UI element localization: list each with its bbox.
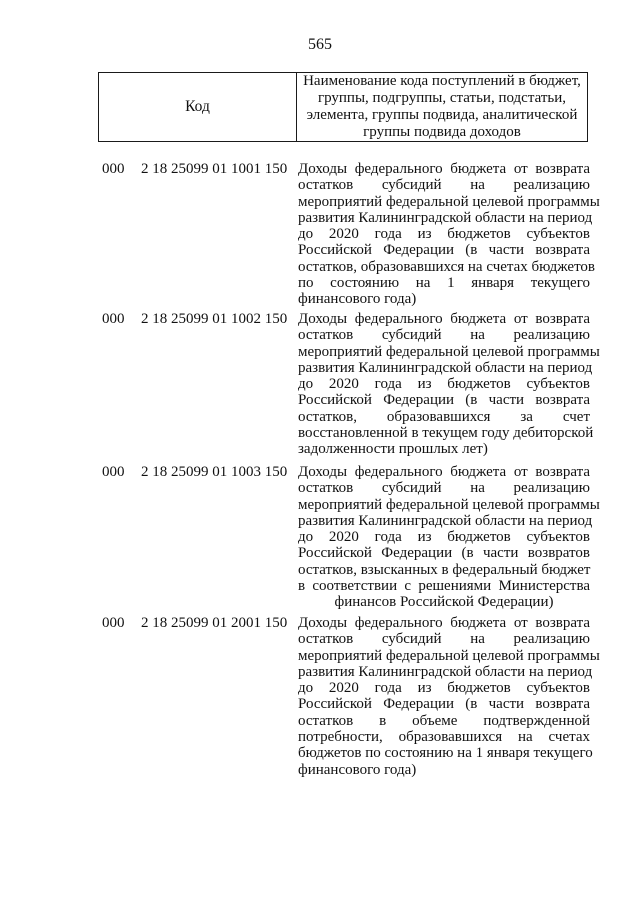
admin-code: 000 [102,464,125,480]
budget-classification-code: 2 18 25099 01 1003 150 [141,464,288,480]
description-line: Доходы федерального бюджета от возврата [298,161,590,177]
description-line: до 2020 года из бюджетов субъектов [298,680,590,697]
description-line: развития Калининградской области на период [298,359,593,376]
description-line: финансов Российской Федерации) [334,594,554,611]
description-line: мероприятий федеральной целевой программы [298,343,600,360]
header-name-label [303,73,581,141]
budget-classification-code: 2 18 25099 01 1001 150 [141,161,288,177]
header-name-line: группы, подгруппы, статьи, подстатьи, [317,90,567,106]
page-number: 565 [308,36,332,53]
admin-code: 000 [102,161,125,177]
budget-classification-code: 2 18 25099 01 2001 150 [141,615,288,631]
header-name-cell [297,73,587,141]
header-name-line: Наименование кода поступлений в бюджет, [303,73,581,89]
description-line: до 2020 года из бюджетов субъектов [298,376,590,393]
revenue-description [298,464,600,611]
description-line: остатков субсидий на реализацию [298,631,590,648]
table-header [98,72,588,142]
description-line: остатков субсидий на реализацию [298,177,590,194]
revenue-description [298,311,600,458]
description-line: Российской Федерации (в части возврата [298,392,590,409]
header-name-line: элемента, группы подвида, аналитической [306,107,578,123]
description-line: остатков, образовавшихся за счет [298,408,590,425]
description-line: финансового года) [298,761,417,778]
description-line: до 2020 года из бюджетов субъектов [298,226,590,243]
description-line: Российской Федерации (в части возвратов [298,545,590,562]
description-line: Российской Федерации (в части возврата [298,696,590,713]
description-line: остатков в объеме подтвержденной [298,712,590,729]
description-line: остатков субсидий на реализацию [298,480,590,497]
description-line: развития Калининградской области на период [298,209,593,226]
description-line: по состоянию на 1 января текущего [298,275,590,292]
description-line: остатков субсидий на реализацию [298,327,590,344]
description-line: Доходы федерального бюджета от возврата [298,464,590,480]
description-line: развития Калининградской области на период [298,512,593,529]
description-line: развития Калининградской области на период [298,663,593,680]
description-line: бюджетов по состоянию на 1 января текущего [298,745,593,762]
description-line: восстановленной в текущем году дебиторской [298,425,594,442]
description-line: Доходы федерального бюджета от возврата [298,311,590,327]
revenue-description [298,615,600,778]
budget-classification-code: 2 18 25099 01 1002 150 [141,311,288,327]
admin-code: 000 [102,615,125,631]
header-name-line: группы подвида доходов [363,124,521,140]
admin-code: 000 [102,311,125,327]
header-code-label: Код [185,98,210,115]
description-line: Российской Федерации (в части возврата [298,242,590,259]
description-line: мероприятий федеральной целевой программы [298,647,600,664]
description-line: мероприятий федеральной целевой программы [298,193,600,210]
description-line: задолженности прошлых лет) [298,441,488,458]
description-line: в соответствии с решениями Министерства [298,578,590,595]
revenue-description [298,161,600,308]
description-line: до 2020 года из бюджетов субъектов [298,529,590,546]
description-line: остатков, взысканных в федеральный бюджет [298,561,591,578]
description-line: Доходы федерального бюджета от возврата [298,615,590,631]
description-line: мероприятий федеральной целевой программы [298,496,600,513]
description-line: остатков, образовавшихся на счетах бюджетов [298,258,596,275]
description-line: финансового года) [298,291,417,308]
header-code-cell [99,73,297,141]
description-line: потребности, образовавшихся на счетах [298,729,590,746]
